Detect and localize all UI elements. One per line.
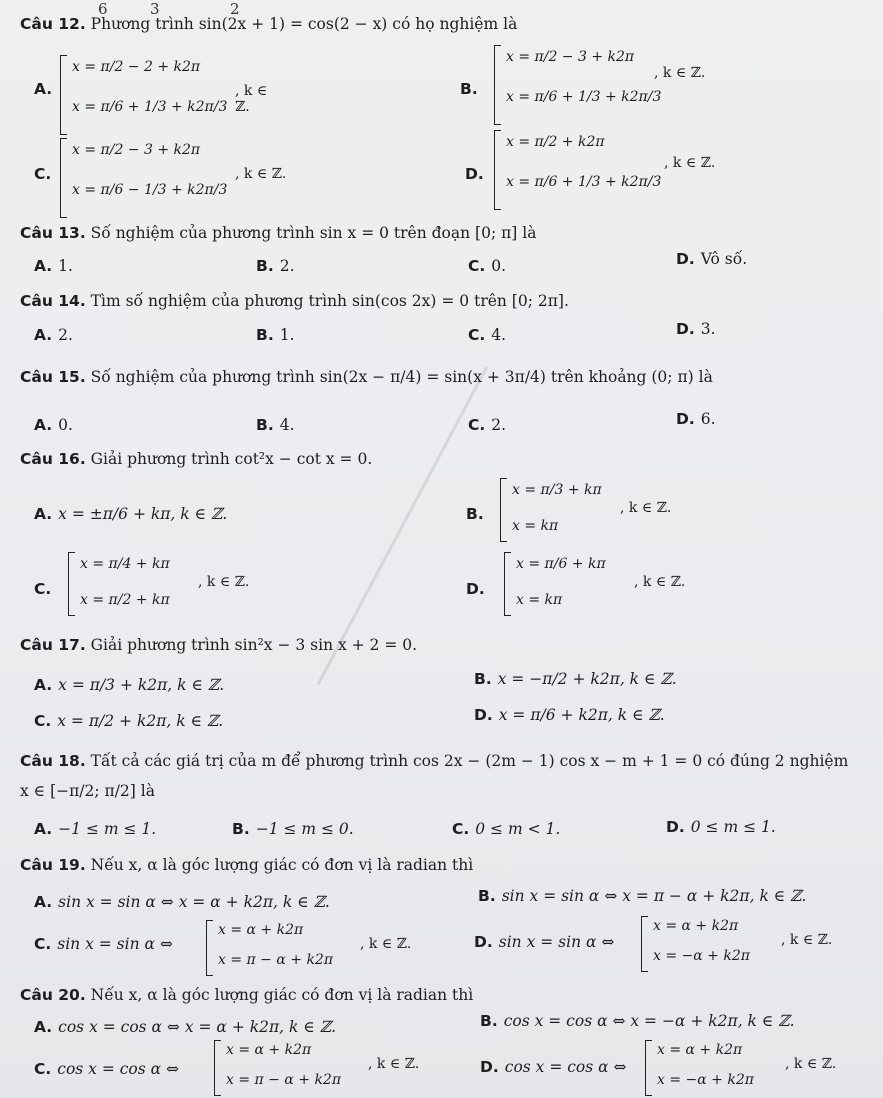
q12-option-b-system: x = π/2 − 3 + k2π x = π/6 + 1/3 + k2π/3 , k ∈ ℤ. [494,45,734,125]
q12-option-d-system: x = π/2 + k2π x = π/6 + 1/3 + k2π/3 , k ∈ ℤ. [494,130,754,210]
q15-option-d[interactable]: D. 6. [676,410,716,428]
q15-option-a[interactable]: A. 0. [34,416,73,434]
page-number-2: 3 [150,0,160,18]
q20-option-c-system: x = α + k2π x = π − α + k2π , k ∈ ℤ. [214,1040,434,1096]
q17-option-d[interactable]: D. x = π/6 + k2π, k ∈ ℤ. [474,706,665,724]
q13-option-a[interactable]: A. 1. [34,257,73,275]
q14-option-c[interactable]: C. 4. [468,326,507,344]
q12-option-a-system: x = π/2 − 2 + k2π x = π/6 + 1/3 + k2π/3 , k ∈ ℤ. [60,55,280,135]
q14-option-a[interactable]: A. 2. [34,326,73,344]
q18-option-d[interactable]: D. 0 ≤ m ≤ 1. [666,818,776,836]
question-20: Câu 20. Nếu x, α là góc lượng giác có đơn vị là radian thì [20,986,474,1004]
q19-option-d-system: x = α + k2π x = −α + k2π , k ∈ ℤ. [641,916,871,972]
q12-option-d[interactable]: D. [465,165,484,183]
q13-option-d[interactable]: D. Vô số. [676,250,748,268]
question-17: Câu 17. Giải phương trình sin²x − 3 sin x + 2 = 0. [20,636,418,654]
q14-option-d[interactable]: D. 3. [676,320,716,338]
q19-option-a[interactable]: A. sin x = sin α ⇔ x = α + k2π, k ∈ ℤ. [34,893,330,911]
q12-option-c-system: x = π/2 − 3 + k2π x = π/6 − 1/3 + k2π/3 , k ∈ ℤ. [60,138,290,218]
q16-option-d[interactable]: D. [466,580,485,598]
q18-option-b[interactable]: B. −1 ≤ m ≤ 0. [232,820,354,838]
q16-option-c[interactable]: C. [34,580,52,598]
q16-option-a[interactable]: A. x = ±π/6 + kπ, k ∈ ℤ. [34,505,228,523]
q16-option-c-system: x = π/4 + kπ x = π/2 + kπ , k ∈ ℤ. [68,552,278,616]
q12-option-b[interactable]: B. [460,80,478,98]
q20-option-d-system: x = α + k2π x = −α + k2π , k ∈ ℤ. [645,1040,875,1096]
q19-option-d[interactable]: D. sin x = sin α ⇔ [474,933,615,951]
q18-option-c[interactable]: C. 0 ≤ m < 1. [452,820,561,838]
q20-option-c[interactable]: C. cos x = cos α ⇔ [34,1060,180,1078]
question-15: Câu 15. Số nghiệm của phương trình sin(2x − π/4) = sin(x + 3π/4) trên khoảng (0; π) là [20,368,713,386]
q17-option-c[interactable]: C. x = π/2 + k2π, k ∈ ℤ. [34,712,224,730]
q20-option-d[interactable]: D. cos x = cos α ⇔ [480,1058,627,1076]
q16-option-d-system: x = π/6 + kπ x = kπ , k ∈ ℤ. [504,552,724,616]
question-18-continued: x ∈ [−π/2; π/2] là [20,782,155,800]
q14-option-b[interactable]: B. 1. [256,326,295,344]
q15-option-b[interactable]: B. 4. [256,416,295,434]
question-16: Câu 16. Giải phương trình cot²x − cot x = 0. [20,450,373,468]
q17-option-a[interactable]: A. x = π/3 + k2π, k ∈ ℤ. [34,676,225,694]
q19-option-c[interactable]: C. sin x = sin α ⇔ [34,935,173,953]
q20-option-b[interactable]: B. cos x = cos α ⇔ x = −α + k2π, k ∈ ℤ. [480,1012,795,1030]
q16-option-b[interactable]: B. [466,505,484,523]
q20-option-a[interactable]: A. cos x = cos α ⇔ x = α + k2π, k ∈ ℤ. [34,1018,336,1036]
q16-option-b-system: x = π/3 + kπ x = kπ , k ∈ ℤ. [500,478,710,542]
q17-option-b[interactable]: B. x = −π/2 + k2π, k ∈ ℤ. [474,670,677,688]
page-number-1: 6 [98,0,108,18]
page-number-3: 2 [230,0,240,18]
q19-option-b[interactable]: B. sin x = sin α ⇔ x = π − α + k2π, k ∈ ℤ. [478,887,807,905]
question-12: Câu 12. Phương trình sin(2x + 1) = cos(2 − x) có họ nghiệm là [20,15,518,33]
question-14: Câu 14. Tìm số nghiệm của phương trình sin(cos 2x) = 0 trên [0; 2π]. [20,292,569,310]
q15-option-c[interactable]: C. 2. [468,416,507,434]
q19-option-c-system: x = α + k2π x = π − α + k2π , k ∈ ℤ. [206,920,426,976]
question-19: Câu 19. Nếu x, α là góc lượng giác có đơn vị là radian thì [20,856,474,874]
q12-option-c[interactable]: C. [34,165,52,183]
q13-option-b[interactable]: B. 2. [256,257,295,275]
question-18: Câu 18. Tất cả các giá trị của m để phương trình cos 2x − (2m − 1) cos x − m + 1 = 0 có đúng 2 nghiệm [20,752,849,770]
q12-option-a[interactable]: A. [34,80,53,98]
q18-option-a[interactable]: A. −1 ≤ m ≤ 1. [34,820,157,838]
question-13: Câu 13. Số nghiệm của phương trình sin x = 0 trên đoạn [0; π] là [20,224,537,242]
q13-option-c[interactable]: C. 0. [468,257,507,275]
